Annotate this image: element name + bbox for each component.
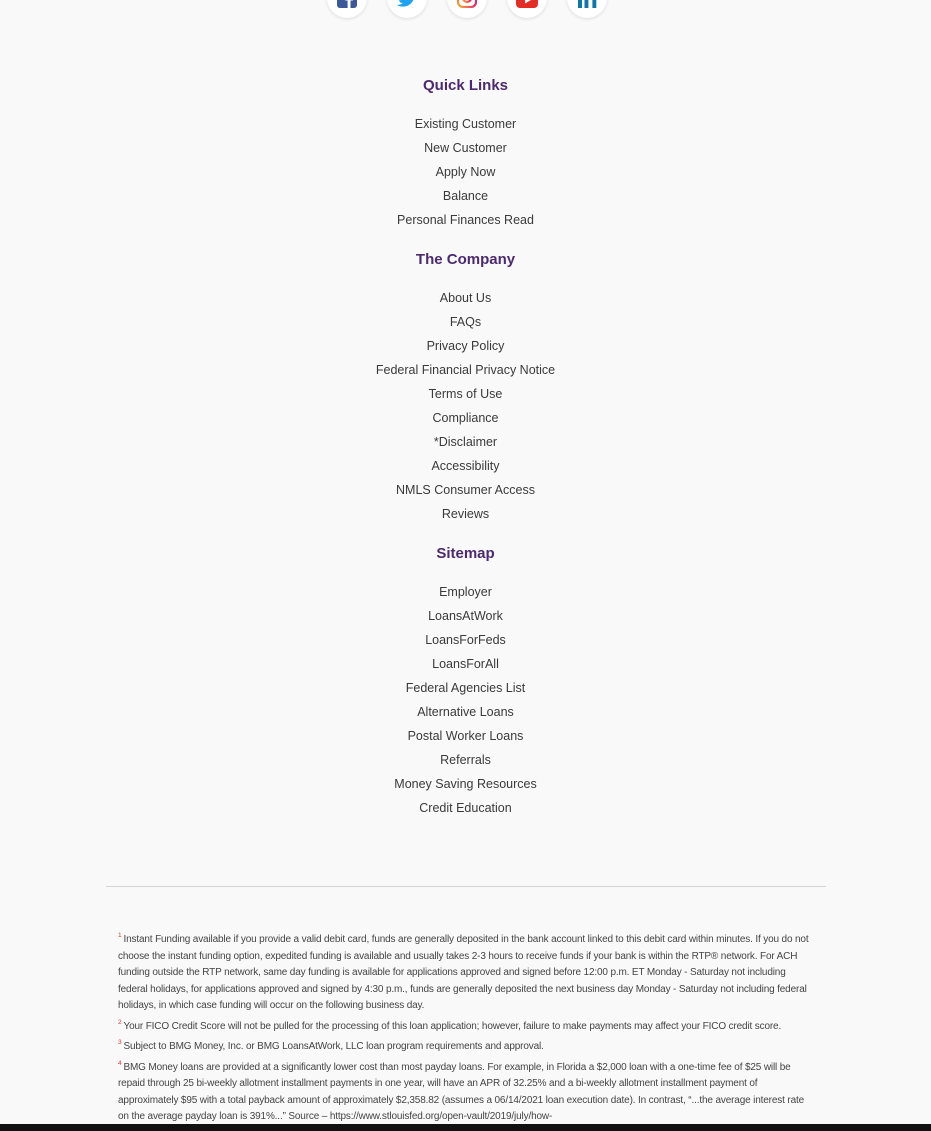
twitter-icon [397,0,417,8]
disclaimer-text: BMG Money loans are provided at a significantly lower cost than most payday loans. For example, in Florida a $2,000 loan with a one-time fee of $25 will be repaid through 25 bi-weekly allotment installment payments in one year, will have an APR of 32.25% and a bi-weekly allotment installment payment of approximately $95 with a total payback amount of approximately $2,358.82 (assumes a 06/14/2021 loan execution date). In contrast, “...the average interest rate on the average payday loan is 391%...” Source – https://www.stlouisfed.org/open-vault/2019/july/how- [118,1061,805,1122]
instagram-button[interactable] [447,0,487,18]
youtube-button[interactable] [507,0,547,18]
linkedin-button[interactable] [567,0,607,18]
sitemap-section [0,544,931,820]
link-existing-customer[interactable]: Existing Customer [414,117,517,131]
disclaimers [118,928,814,1126]
footnote-marker: 2 [118,1018,122,1026]
link-nmls-consumer-access[interactable]: NMLS Consumer Access [396,483,535,497]
link-money-saving-resources[interactable]: Money Saving Resources [394,777,537,791]
link-terms-of-use[interactable]: Terms of Use [428,387,503,401]
facebook-button[interactable] [327,0,367,18]
disclaimer-paragraph [118,1035,814,1056]
link-privacy-policy[interactable]: Privacy Policy [426,339,505,353]
footnote-marker: 3 [118,1039,122,1046]
disclaimer-paragraph [118,1056,814,1126]
link-loansatwork[interactable]: LoansAtWork [428,609,503,623]
footer-divider [106,886,826,887]
link-new-customer[interactable]: New Customer [424,141,507,155]
link-loansforall[interactable]: LoansForAll [432,657,499,671]
link-accessibility[interactable]: Accessibility [431,459,500,473]
link-employer[interactable]: Employer [439,585,492,599]
link-credit-education[interactable]: Credit Education [419,801,512,815]
social-links [0,0,931,18]
quick-links-heading: Quick Links [422,77,509,94]
footnote-marker: 1 [118,932,122,939]
company-section [0,250,931,526]
disclaimer-paragraph [118,928,814,1015]
quick-links-list [0,112,931,232]
link-postal-worker-loans[interactable]: Postal Worker Loans [407,729,524,743]
facebook-icon [337,0,357,8]
footnote-marker: 4 [118,1059,122,1067]
link-personal-finances-read[interactable]: Personal Finances Read [397,213,534,227]
link-loansforfeds[interactable]: LoansForFeds [425,633,506,647]
link-faqs[interactable]: FAQs [449,315,482,329]
disclaimer-text: Your FICO Credit Score will not be pulled for the processing of this loan application; however, failure to make payments may affect your FICO credit score. [123,1020,782,1032]
sitemap-heading: Sitemap [436,545,495,562]
link-reviews[interactable]: Reviews [441,507,490,521]
disclaimer-paragraph [118,1015,814,1036]
disclaimer-text: Instant Funding available if you provide a valid debit card, funds are generally deposited in the bank account linked to this debit card within minutes. If you do not choose the instant funding option, expedited funding is available and usually takes 2-3 hours to receive funds if your bank is within the RTP® network. For ACH funding outside the RTP network, same day funding is available for applications approved and signed before 12:00 p.m. ET Monday - Saturday not including federal holidays, for applications approved and signed by 4:30 p.m., funds are generally deposited the next business day Monday - Saturday not including federal holidays, in which case funding will occur on the following business day. [118,934,809,1011]
link-referrals[interactable]: Referrals [440,753,491,767]
link-about-us[interactable]: About Us [439,291,492,305]
instagram-icon [457,0,477,8]
link-apply-now[interactable]: Apply Now [435,165,496,179]
twitter-button[interactable] [387,0,427,18]
link-disclaimer[interactable]: *Disclaimer [433,435,498,449]
youtube-icon [516,0,538,8]
link-compliance[interactable]: Compliance [432,411,499,425]
quick-links-section [0,76,931,232]
sitemap-links-list [0,580,931,820]
linkedin-icon [577,0,597,8]
company-links-list [0,286,931,526]
link-alternative-loans[interactable]: Alternative Loans [417,705,514,719]
link-balance[interactable]: Balance [442,189,489,203]
bottom-bar [0,1124,931,1131]
company-heading: The Company [415,251,516,268]
link-federal-agencies-list[interactable]: Federal Agencies List [405,681,526,695]
disclaimer-text: Subject to BMG Money, Inc. or BMG LoansAtWork, LLC loan program requirements and approval. [123,1041,544,1052]
link-federal-financial-privacy-notice[interactable]: Federal Financial Privacy Notice [375,363,556,377]
